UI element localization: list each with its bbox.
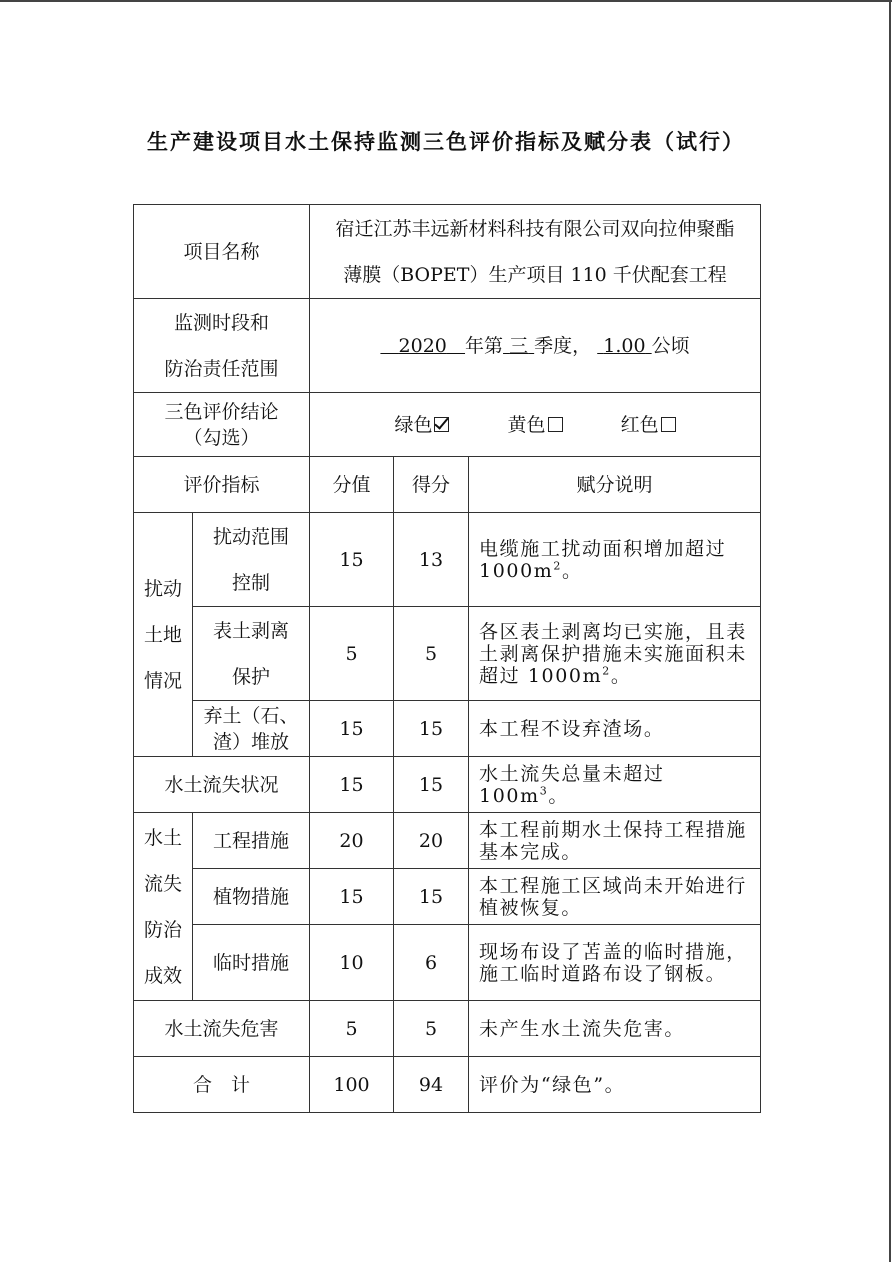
table-row — [134, 701, 761, 757]
conclusion-options — [310, 393, 761, 457]
green-checkbox-icon[interactable] — [434, 417, 449, 432]
score-value: 10 — [310, 925, 394, 1001]
score-value: 15 — [310, 869, 394, 925]
header-indicator: 评价指标 — [134, 457, 310, 513]
period-year: 2020 — [398, 334, 447, 357]
period-year-suffix: 年第 — [465, 334, 504, 357]
option-yellow[interactable]: 黄色 — [508, 402, 563, 448]
conclusion-row — [134, 393, 761, 457]
option-green[interactable]: 绿色 — [394, 402, 449, 448]
period-area-unit: 公顷 — [651, 334, 690, 357]
page-top-border — [0, 0, 892, 2]
period-label-line1: 监测时段和 — [174, 311, 270, 334]
option-red[interactable]: 红色 — [621, 402, 676, 448]
header-score: 分值 — [310, 457, 394, 513]
indicator-spoil: 弃土（石、 渣）堆放 — [193, 701, 310, 757]
page-right-border — [889, 0, 891, 1262]
table-row — [134, 1001, 761, 1057]
score-value: 15 — [310, 757, 394, 813]
obtained-value: 5 — [394, 607, 469, 701]
total-explanation: 评价为“绿色”。 — [469, 1057, 761, 1113]
indicator-topsoil: 表土剥离 保护 — [193, 607, 310, 701]
indicator-disturbance-range: 扰动范围 控制 — [193, 513, 310, 607]
explanation-text: 各区表土剥离均已实施，且表土剥离保护措施未实施面积未超过 $1000m^2$。 — [469, 607, 761, 701]
table-row — [134, 757, 761, 813]
table-row — [134, 513, 761, 607]
group-prevention: 水土 流失 防治 成效 — [134, 813, 193, 1001]
explanation-text: 本工程前期水土保持工程措施基本完成。 — [469, 813, 761, 869]
obtained-value: 15 — [394, 701, 469, 757]
score-value: 5 — [310, 607, 394, 701]
obtained-value: 15 — [394, 869, 469, 925]
project-name-line1: 宿迁江苏丰远新材料科技有限公司双向拉伸聚酯 — [335, 217, 735, 240]
explanation-text: 电缆施工扰动面积增加超过 $1000m^2$。 — [469, 513, 761, 607]
indicator-temporary: 临时措施 — [193, 925, 310, 1001]
project-name-line2: 薄膜（BOPET）生产项目 110 千伏配套工程 — [343, 263, 727, 286]
header-explanation: 赋分说明 — [469, 457, 761, 513]
obtained-value: 15 — [394, 757, 469, 813]
total-obtained: 94 — [394, 1057, 469, 1113]
table-row — [134, 869, 761, 925]
red-checkbox-icon[interactable] — [661, 417, 676, 432]
conclusion-label-line2: （勾选） — [183, 426, 260, 449]
obtained-value: 5 — [394, 1001, 469, 1057]
score-value: 15 — [310, 701, 394, 757]
indicator-engineering: 工程措施 — [193, 813, 310, 869]
explanation-text: 本工程施工区域尚未开始进行植被恢复。 — [469, 869, 761, 925]
header-obtained: 得分 — [394, 457, 469, 513]
indicator-soil-loss-status: 水土流失状况 — [134, 757, 310, 813]
period-label-line2: 防治责任范围 — [164, 357, 279, 380]
explanation-text: 水土流失总量未超过 $100m^3$。 — [469, 757, 761, 813]
total-row — [134, 1057, 761, 1113]
explanation-text: 本工程不设弃渣场。 — [469, 701, 761, 757]
header-row — [134, 457, 761, 513]
period-value — [310, 299, 761, 393]
period-quarter: 三 — [509, 334, 529, 357]
table-row — [134, 607, 761, 701]
period-row — [134, 299, 761, 393]
yellow-checkbox-icon[interactable] — [548, 417, 563, 432]
indicator-vegetation: 植物措施 — [193, 869, 310, 925]
evaluation-table — [133, 204, 761, 1113]
total-score: 100 — [310, 1057, 394, 1113]
obtained-value: 6 — [394, 925, 469, 1001]
period-label — [134, 299, 310, 393]
document-title: 生产建设项目水土保持监测三色评价指标及赋分表（试行） — [147, 130, 745, 154]
score-value: 5 — [310, 1001, 394, 1057]
project-name-row — [134, 205, 761, 299]
explanation-text: 现场布设了苫盖的临时措施，施工临时道路布设了钢板。 — [469, 925, 761, 1001]
indicator-hazard: 水土流失危害 — [134, 1001, 310, 1057]
conclusion-label — [134, 393, 310, 457]
total-label: 合 计 — [134, 1057, 310, 1113]
table-row — [134, 925, 761, 1001]
period-area: 1.00 — [603, 334, 646, 357]
obtained-value: 13 — [394, 513, 469, 607]
group-disturbance: 扰动 土地 情况 — [134, 513, 193, 757]
score-value: 20 — [310, 813, 394, 869]
conclusion-label-line1: 三色评价结论 — [164, 400, 279, 423]
table-row — [134, 813, 761, 869]
score-value: 15 — [310, 513, 394, 607]
explanation-text: 未产生水土流失危害。 — [469, 1001, 761, 1057]
period-quarter-suffix: 季度， — [534, 334, 592, 357]
obtained-value: 20 — [394, 813, 469, 869]
project-name-label: 项目名称 — [134, 205, 310, 299]
project-name-value — [310, 205, 761, 299]
